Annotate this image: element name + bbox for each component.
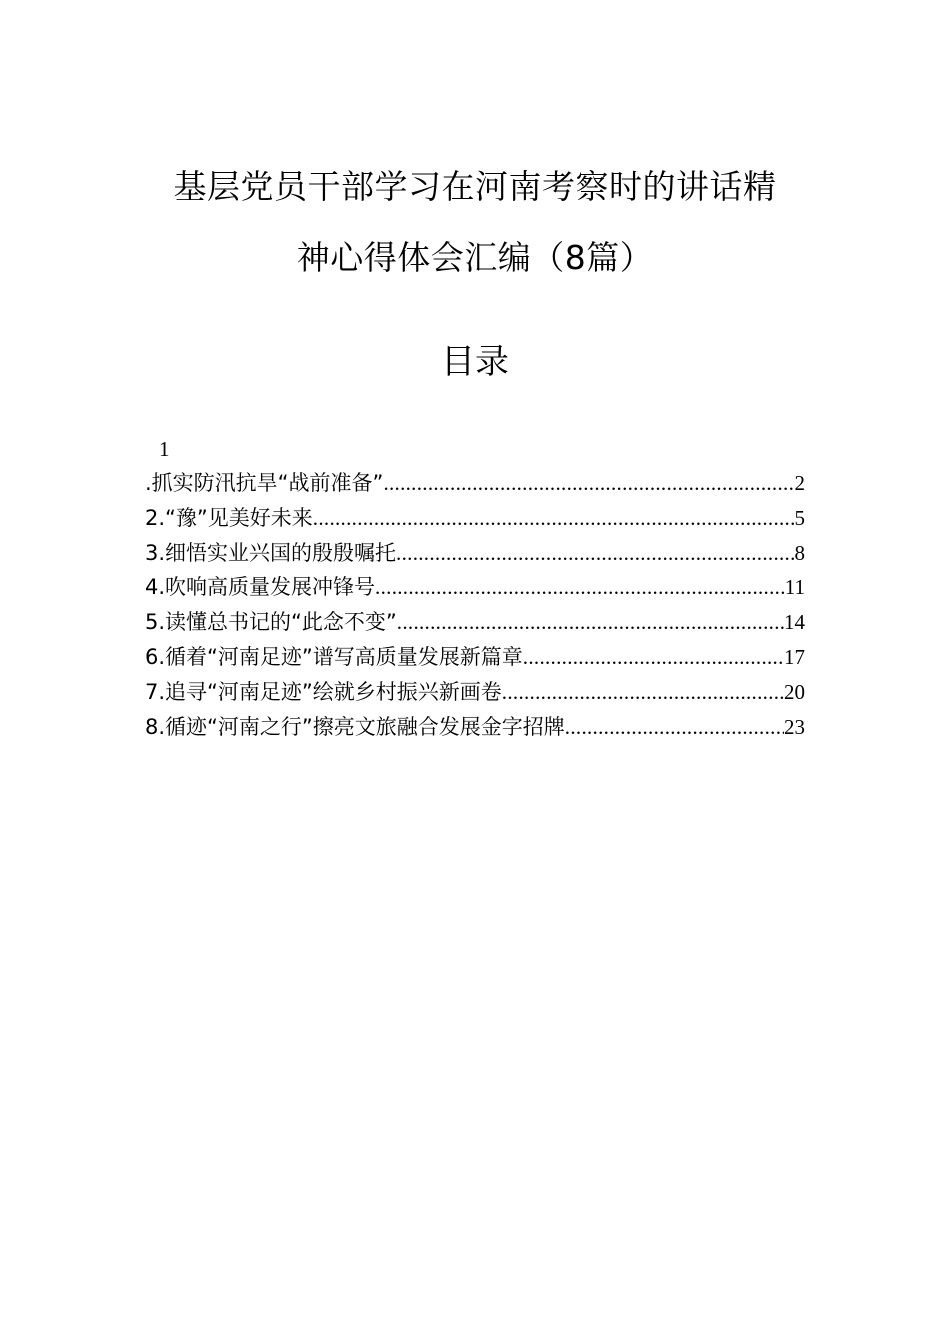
toc-heading: 目录 — [441, 342, 509, 382]
toc-dot-leader — [396, 536, 794, 571]
toc-entry-title: 3.细悟实业兴国的殷殷嘱托 — [145, 540, 397, 565]
document-title-line-2: 神心得体会汇编（8篇） — [296, 238, 654, 277]
table-of-contents — [145, 432, 805, 744]
toc-entry-6[interactable] — [145, 640, 805, 675]
toc-entry-2[interactable] — [145, 501, 805, 536]
toc-entry-title: .抓实防汛抗旱“战前准备” — [145, 471, 384, 495]
toc-dot-leader — [375, 570, 785, 605]
toc-entry-page: 8 — [794, 540, 805, 565]
toc-entry-1[interactable] — [145, 466, 805, 501]
toc-entry-title: 7.追寻“河南足迹”绘就乡村振兴新画卷 — [145, 679, 502, 704]
document-title-line-1: 基层党员干部学习在河南考察时的讲话精 — [173, 167, 777, 206]
toc-entry-3[interactable] — [145, 536, 805, 571]
toc-dot-leader — [523, 640, 784, 675]
toc-entry-4[interactable] — [145, 570, 805, 605]
toc-entry-title: 2.“豫”见美好未来 — [145, 505, 313, 530]
toc-first-entry-number: 1 — [159, 437, 170, 461]
toc-entry-5[interactable] — [145, 605, 805, 640]
toc-entry-title: 5.读懂总书记的“此念不变” — [145, 610, 397, 635]
toc-entry-title: 6.循着“河南足迹”谱写高质量发展新篇章 — [145, 644, 523, 669]
toc-entry-page: 23 — [784, 714, 805, 739]
toc-entry-title: 8.循迹“河南之行”擦亮文旅融合发展金字招牌 — [145, 714, 565, 739]
toc-entry-page: 14 — [784, 610, 805, 635]
toc-entry-page: 5 — [794, 505, 805, 530]
toc-entry-page: 17 — [784, 644, 805, 669]
toc-dot-leader — [565, 710, 784, 745]
toc-entry-page: 2 — [794, 471, 805, 495]
toc-dot-leader — [383, 466, 794, 501]
toc-entry-8[interactable] — [145, 710, 805, 745]
toc-entry-title: 4.吹响高质量发展冲锋号 — [145, 575, 376, 600]
toc-entry-page: 11 — [784, 575, 805, 600]
toc-dot-leader — [502, 675, 784, 710]
toc-entry-7[interactable] — [145, 675, 805, 710]
toc-entry-page: 20 — [784, 679, 805, 704]
toc-dot-leader — [397, 605, 784, 640]
toc-dot-leader — [313, 501, 795, 536]
